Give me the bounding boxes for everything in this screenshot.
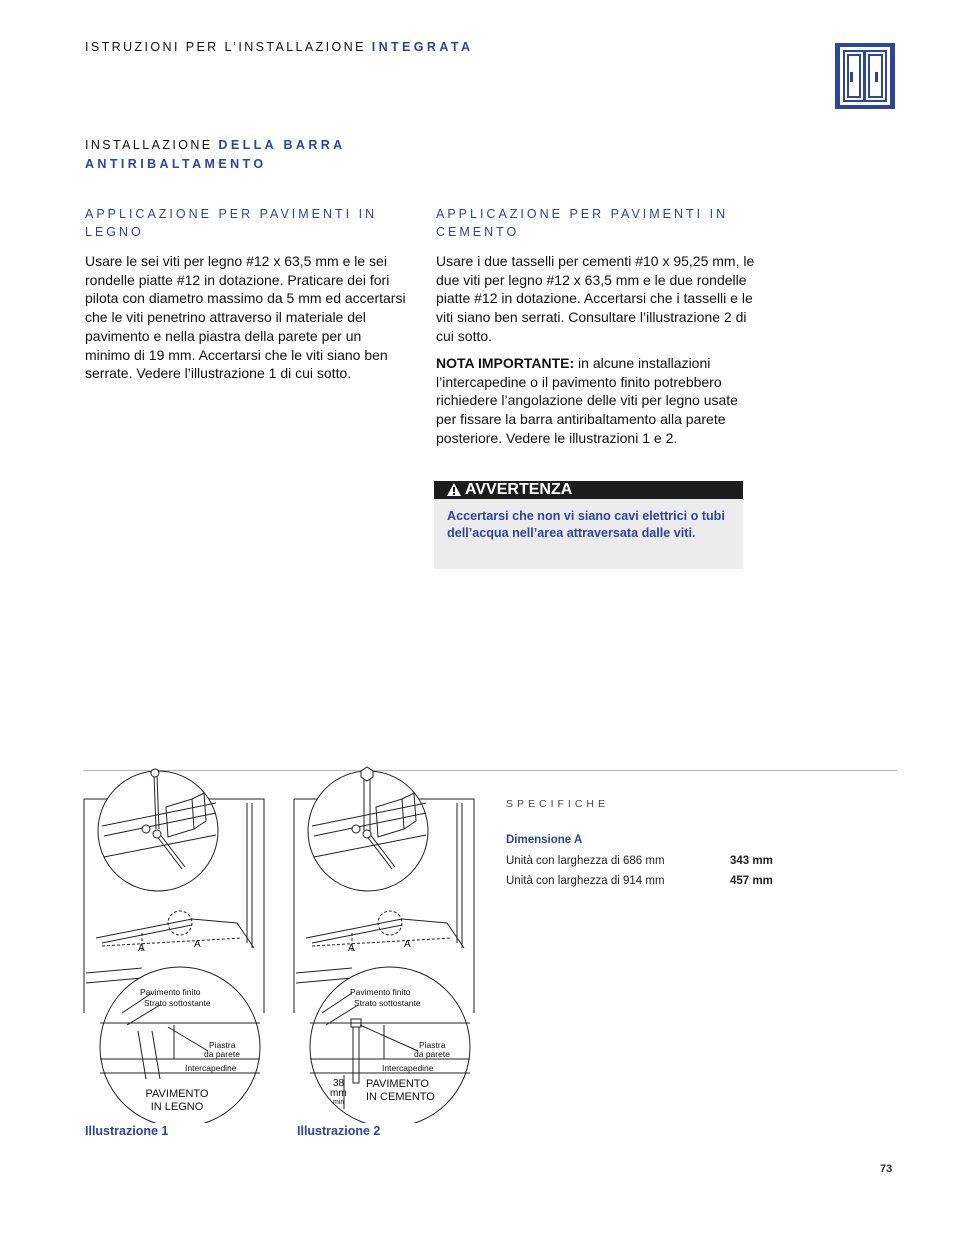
illustration-1-drawing <box>82 763 268 1123</box>
specs-row-value: 457 mm <box>730 875 773 887</box>
ill2-plate-2: da parete <box>414 1049 450 1059</box>
page-number: 73 <box>880 1163 893 1175</box>
ill1-dim-a-right: A <box>194 939 201 950</box>
concrete-heading-line1: APPLICAZIONE PER PAVIMENTI IN <box>436 207 729 221</box>
running-header-prefix: ISTRUZIONI PER L’INSTALLAZIONE <box>85 40 366 54</box>
ill1-floor-line2: IN LEGNO <box>150 1101 204 1113</box>
ill1-subfloor: Strato sottostante <box>144 998 211 1008</box>
warning-box <box>434 481 743 569</box>
specs-dimension-label: Dimensione A <box>506 834 583 846</box>
concrete-note-label: NOTA IMPORTANTE: <box>436 355 575 371</box>
warning-triangle-icon <box>447 483 461 496</box>
running-header <box>85 40 473 54</box>
ill2-floor-line2: IN CEMENTO <box>366 1091 435 1103</box>
ill1-floor-line1: PAVIMENTO <box>145 1088 209 1100</box>
ill1-spacer: Intercapedine <box>185 1063 237 1073</box>
warning-header <box>434 481 743 499</box>
ill1-plate-1: Piastra <box>209 1040 236 1050</box>
ill2-floor-line1: PAVIMENTO <box>366 1078 429 1090</box>
warning-text: Accertarsi che non vi siano cavi elettrici o tubi dell’acqua nell’area attraversata dalle viti. <box>447 509 725 540</box>
ill1-finished-floor: Pavimento finito <box>140 987 201 997</box>
wood-body: Usare le sei viti per legno #12 x 63,5 mm e le sei rondelle piatte #12 in dotazione. Praticare dei fori pilota con diametro massimo da 5 mm ed accertarsi che le viti penetrino attraverso il materiale del pavimento e nella piastra della parete per un minimo di 19 mm. Accertarsi che le viti siano ben serrate. Vedere l’illustrazione 1 di cui sotto. <box>85 253 406 382</box>
concrete-body: Usare i due tasselli per cementi #10 x 95,25 mm, le due viti per legno #12 x 63,5 mm e le due rondelle piatte #12 in dotazione. Accertarsi che i tasselli e le viti siano ben serrati. Consultare l’illustrazione 2 di cui sotto. <box>436 253 755 344</box>
wood-heading <box>85 205 415 241</box>
specs-row-label: Unità con larghezza di 686 mm <box>506 855 665 867</box>
warning-title: AVVERTENZA <box>465 481 573 498</box>
illustration-2-caption: Illustrazione 2 <box>297 1124 381 1138</box>
section-title-highlight-2: ANTIRIBALTAMENTO <box>85 157 267 171</box>
ill2-spacer: Intercapedine <box>382 1063 434 1073</box>
ill2-finished-floor: Pavimento finito <box>350 987 411 997</box>
specs-row <box>506 875 806 887</box>
ill1-plate-2: da parete <box>204 1049 240 1059</box>
concrete-note-text: in alcune installazioni l’intercapedine o il pavimento finito potrebbero richiedere l’angolazione delle viti per legno usate per fissare la barra antiribaltamento alla parete posteriore. Vedere le illustrazioni 1 e 2. <box>436 355 738 446</box>
illustration-2-drawing <box>292 763 478 1123</box>
ill2-depth-unit: mm <box>330 1088 347 1099</box>
ill2-dim-a-left: A <box>348 943 355 954</box>
ill2-plate-1: Piastra <box>419 1040 446 1050</box>
specs-row-value: 343 mm <box>730 855 773 867</box>
concrete-heading <box>436 205 766 241</box>
illustration-1-caption: Illustrazione 1 <box>85 1124 169 1138</box>
concrete-note <box>436 354 758 448</box>
wood-heading-line1: APPLICAZIONE PER PAVIMENTI IN <box>85 207 378 221</box>
ill2-subfloor: Strato sottostante <box>354 998 421 1008</box>
ill2-depth-min: min <box>333 1099 345 1106</box>
specs-row-label: Unità con larghezza di 914 mm <box>506 875 665 887</box>
ill2-dim-a-right: A <box>404 939 411 950</box>
specs-row <box>506 855 806 867</box>
specs-title: SPECIFICHE <box>506 798 610 810</box>
ill1-dim-a-left: A <box>138 943 145 954</box>
wood-heading-line2: LEGNO <box>85 225 144 239</box>
refrigerator-logo-icon <box>834 42 896 110</box>
ill2-depth-value: 38 <box>333 1078 345 1089</box>
running-header-highlight: INTEGRATA <box>371 40 474 54</box>
section-title <box>85 136 385 174</box>
concrete-heading-line2: CEMENTO <box>436 225 520 239</box>
section-title-prefix: INSTALLAZIONE <box>85 138 213 152</box>
section-title-highlight-1: DELLA BARRA <box>218 138 346 152</box>
